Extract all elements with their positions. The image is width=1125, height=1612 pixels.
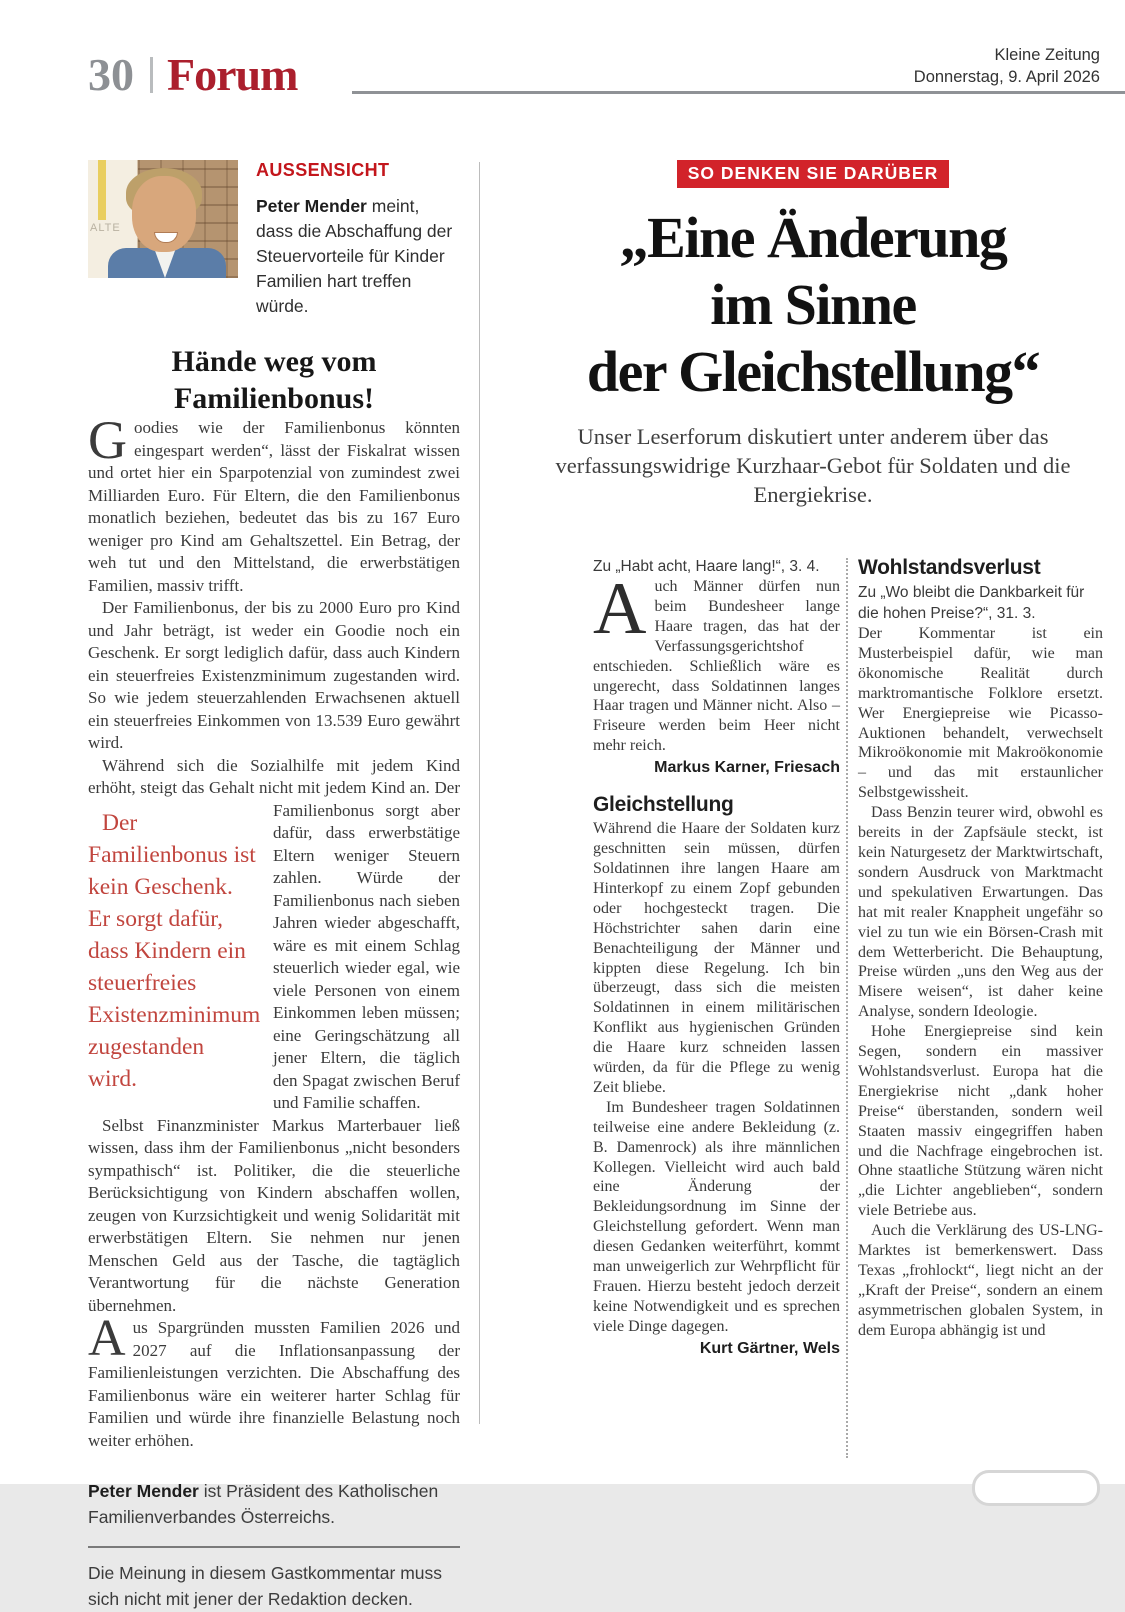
masthead: [914, 44, 1100, 88]
forum-headline-line2: im Sinne: [710, 272, 916, 337]
letter-text: Hohe Energiepreise sind kein Segen, sondern ein massiver Wohlstandsverlust. Europa hat die Energiekrise nicht „dank hoher Preise“ überstanden, sondern weil Staaten massiv eingegriffen haben und die Nachfrage eingebrochen ist. Ohne staatliche Stützung wären nicht „die Lichter angeblieben“, sondern viele Betriebe aus.: [858, 1023, 1103, 1220]
byline-intro: [256, 194, 460, 319]
letter-1-text: uch Männer dürfen nun beim Bundesheer lange Haare tragen, das hat der Verfassungsgerichtshof entschieden. Schließlich wäre es ungerecht, dass Soldatinnen langes Haar tragen und Männer nicht. Also – Friseure werden beim Heer nicht mehr reich.: [593, 578, 840, 755]
letter-text: Während die Haare der Soldaten kurz geschnitten sein müssen, dürfen Soldatinnen ihre langen Haare am Hinterkopf zu einem Zopf gebunden oder hochgesteckt tragen. Die Höchstrichter sahen darin eine Benachteiligung der Männer und kippten diese Regelung. Ich bin überzeugt, dass sich die meisten Soldatinnen in einem militärischen Konflikt aus hygienischen Gründen die Haare kurz schneiden lassen würden, da für die Pflege zu wenig Zeit bliebe.: [593, 820, 840, 1096]
drop-cap-a-letter: A: [593, 568, 647, 650]
drop-cap-a: A: [88, 1310, 126, 1367]
forum-headline-line3: der Gleichstellung“: [586, 339, 1040, 404]
disclaimer: Die Meinung in diesem Gastkommentar muss sich nicht mit jener der Redaktion decken.: [88, 1563, 443, 1609]
column-divider-dotted: [846, 558, 848, 1458]
paragraph-3: [88, 755, 460, 1115]
byline-row: [88, 160, 460, 319]
kicker-aussensicht: AUSSENSICHT: [256, 160, 390, 180]
drop-cap-g: G: [88, 410, 127, 470]
letters-column-middle: [593, 556, 840, 1360]
kicker-badge: SO DENKEN SIE DARÜBER: [677, 160, 949, 188]
paragraph-5-text: us Spargründen mussten Familien 2026 und 2027 auf die Inflationsanpassung der Familienleistungen verzichten. Die Abschaffung des Familienbonus wäre ein weiterer harter Schlag für Familien und würde ihre finanzielle Belastung noch weiter erhöhen.: [88, 1318, 460, 1450]
author-bio-text: ist Präsident des Katholischen Familienverbandes Österreichs.: [88, 1481, 439, 1527]
disclaimer-rule: [88, 1546, 460, 1548]
letter-text: Auch die Verklärung des US-LNG-Marktes ist bemerkenswert. Dass Texas „frohlockt“, liegt nicht an der „Kraft der Preise“, sondern an einem asymmetrischen globalen System, in dem Europa abhängig ist und: [858, 1222, 1103, 1339]
section-title: Forum: [167, 49, 298, 100]
author-photo: [88, 160, 238, 278]
letter-text: Im Bundesheer tragen Soldatinnen teilweise eine andere Bekleidung (z. B. Damenrock) als ihre männlichen Kollegen. Vielleicht wird auch bald eine Änderung der Bekleidungsordnung im Sinne der Gleichstellung gefordert. Wenn man diesen Gedanken weiterführt, kommt man unweigerlich zur Wehrpflicht für Frauen. Hierzu besteht jedoch derzeit keine Notwendigkeit und es sprechen viele Dinge dagegen.: [593, 1098, 840, 1335]
header-rule: [352, 91, 1125, 94]
letter-heading-gleichstellung: Gleichstellung: [593, 793, 734, 817]
letter-reference: Zu „Habt acht, Haare lang!“, 3. 4.: [593, 558, 820, 575]
paragraph-1-text: oodies wie der Familienbonus könnten eingespart werden“, lässt der Fiskalrat wissen und ortet hier ein Sparpotenzial von zumindest zwei Milliarden Euro. Für Eltern, die den Familienbonus monatlich beziehen, bedeutet das bis zu 167 Euro weniger pro Kind am Gehaltszettel. Ein Betrag, der weh tut und den Mittelstand, die erwerbstätigen Familien, massiv trifft.: [88, 418, 460, 595]
forum-headline-line1: „Eine Änderung: [619, 205, 1007, 270]
forum-section-head: [518, 160, 1108, 509]
letter-reference: Zu „Wo bleibt die Dankbarkeit für die hohen Preise?“, 31. 3.: [858, 584, 1085, 622]
letter-author: Markus Karner, Friesach: [654, 759, 840, 777]
paragraph-4: Selbst Finanzminister Markus Marterbauer ließ wissen, dass ihm der Familienbonus „nicht besonders sympathisch“ ist. Politiker, die die steuerliche Berücksichtigung von Kindern abschaffen wollen, zeugen von Kurzsichtigkeit und wenig Solidarität mit erwerbstätigen Eltern. Sie nehmen nur jenen Menschen Geld aus der Tasche, die tagtäglich Verantwortung für die nächste Generation übernehmen.: [88, 1115, 460, 1315]
letter-heading-wohlstandsverlust: Wohlstandsverlust: [858, 556, 1041, 579]
paragraph-3-before: Während sich die Sozialhilfe mit jedem Kind erhöht, steigt das Gehalt nicht mit jedem Kind: [88, 755, 460, 797]
photo-background-stripe: [98, 160, 106, 220]
forum-headline: [518, 204, 1108, 405]
paragraph-1: [88, 410, 460, 597]
header-divider-bar: [150, 57, 153, 93]
commentary-headline: Hände weg vom Familienbonus!: [171, 345, 377, 415]
letter-text: Der Kommentar ist ein Musterbeispiel dafür, wie man ökonomische Realität durch marktromantische Folklore ersetzt. Wer Energiepreise wie Picasso-Auktionen behandelt, verwechselt Mikroökonomie mit Makroökonomie – und das mit erstaunlicher Selbstgewissheit.: [858, 625, 1103, 802]
photo-background-text: ALTE: [90, 222, 121, 234]
guest-commentary: [88, 160, 460, 1612]
letters-column-right: [858, 556, 1103, 1341]
page-header: [88, 48, 297, 101]
byline-text: [256, 160, 460, 319]
pull-quote: Der Familienbonus ist kein Geschenk. Er sorgt dafür, dass Kindern ein steuerfreies Existenzminimum zugestanden wird.: [88, 809, 261, 1092]
paragraph-5: [88, 1310, 460, 1452]
byline-intro-text: meint, dass die Abschaffung der Steuervorteile für Kinder Familien hart treffen würde.: [256, 196, 453, 316]
letter-author: Kurt Gärtner, Wels: [699, 1339, 840, 1357]
edition-date: Donnerstag, 9. April 2026: [913, 68, 1100, 86]
author-name: Peter Mender: [256, 196, 367, 216]
letter-text: Dass Benzin teurer wird, obwohl es bereits in der Zapfsäule steckt, ist kein Naturgesetz der Marktwirtschaft, sondern Ausdruck von Marktmacht und spekulativen Erwartungen. Das hat mit realer Knappheit ungefähr so viel zu tun wie ein Börsen-Crash mit dem Wetterbericht. Die Behauptung, Preise würden „uns den Weg aus der Misere weisen“, ist daher keine Analyse, sondern Ideologie.: [858, 804, 1103, 1021]
paper-name: Kleine Zeitung: [994, 46, 1100, 64]
letter-text: [593, 568, 840, 756]
bottom-pill-button[interactable]: [972, 1470, 1100, 1506]
paragraph-2: Der Familienbonus, der bis zu 2000 Euro pro Kind und Jahr beträgt, ist weder ein Goodie noch ein Geschenk. Er sorgt lediglich dafür, dass auch Kindern ein steuerfreies Existenzminimum zugestanden wird. So wie jedem steuerzahlenden Erwachsenen aktuell ein steuerfreies Einkommen von 13.539 Euro gewährt wird.: [88, 598, 460, 752]
standfirst: Unser Leserforum diskutiert unter anderem über das verfassungswidrige Kurzhaar-Gebot für Soldaten und die Energiekrise.: [555, 424, 1071, 507]
paragraph-3-after: an. Der Familienbonus sorgt aber dafür, dass erwerbstätige Eltern weniger Steuern zahlen. Würde der Familienbonus nach sieben Jahren wieder abgeschafft, wäre es mit einem Schlag steuerlich wieder egal, wie viele Personen von einem Einkommen leben müssen; eine Geringschätzung all jener Eltern, die täglich den Spagat zwischen Beruf und Familie schaffen.: [273, 778, 461, 1112]
column-divider-solid: [479, 162, 480, 1424]
page-number: 30: [88, 49, 134, 100]
author-bio: [88, 1478, 460, 1530]
author-bio-name: Peter Mender: [88, 1481, 199, 1501]
